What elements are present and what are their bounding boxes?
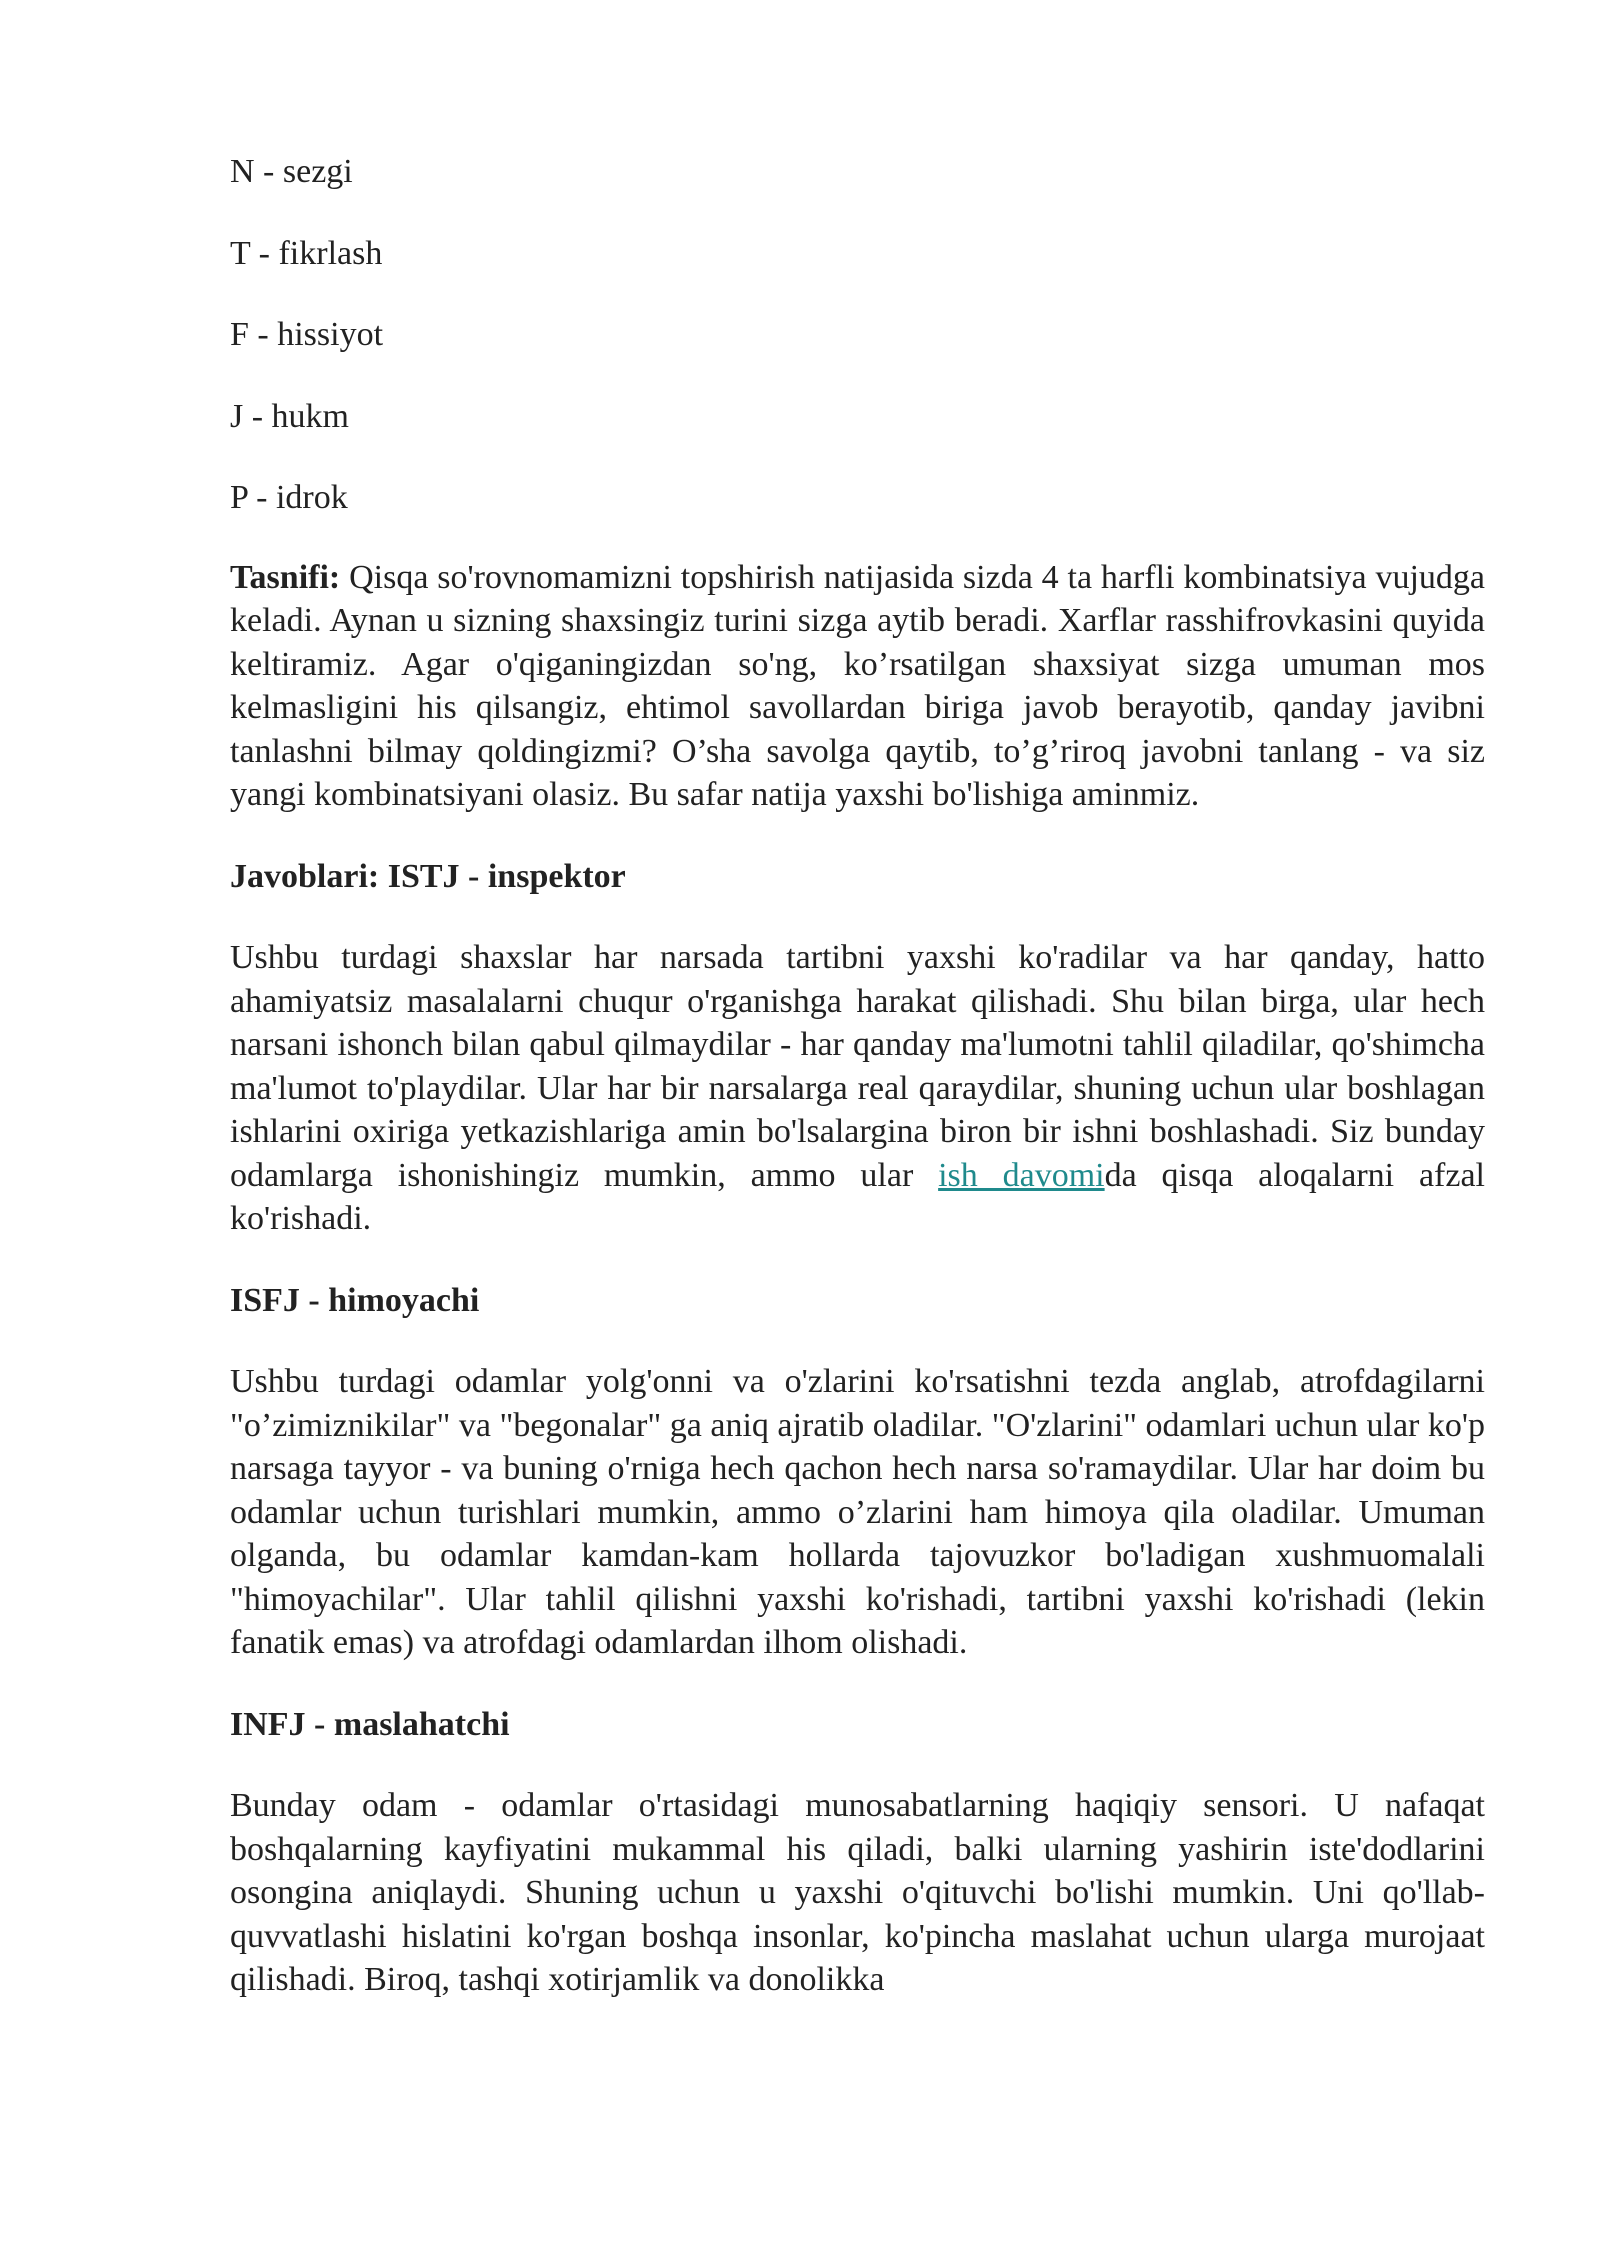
legend-item-p: P - idrok — [230, 479, 348, 516]
intro-label: Tasnifi: — [230, 558, 341, 596]
ish-davomi-link[interactable]: ish davomi — [938, 1156, 1105, 1194]
legend-item-f: F - hissiyot — [230, 316, 384, 353]
istj-text-before-link: Ushbu turdagi shaxslar har narsada tartibni yaxshi ko'radilar va har qanday, hatto ahamiyatsiz masalalarni chuqur o'rganishga harakat qilishadi. Shu bilan birga, ular hech narsani ishonch bilan qabul qilmaydilar - har qanday ma'lumotni tahlil qiladilar, qo'shimcha ma'lumot to'playdilar. Ular har bir narsalarga real qaraydilar, shuning uchun ular boshlagan ishlarini oxiriga yetkazishlariga amin bo'lsalargina biron bir ishni boshlashadi. Siz bunday odamlarga ishonishingiz mumkin, ammo ular — [230, 939, 1485, 1194]
intro-paragraph — [230, 556, 1485, 817]
istj-paragraph — [230, 936, 1485, 1241]
isfj-heading: ISFJ - himoyachi — [230, 1281, 480, 1319]
intro-text: Qisqa so'rovnomamizni topshirish natijasida sizda 4 ta harfli kombinatsiya vujudga keladi. Aynan u sizning shaxsingiz turini sizga aytib beradi. Xarflar rasshifrovkasini quyida keltiramiz. Agar o'qiganingizdan so'ng, ko’rsatilgan shaxsiyat sizga umuman mos kelmasligini his qilsangiz, ehtimol savollardan biriga javob berayotib, qanday javibni tanlashni bilmay qoldingizmi? O’sha savolga qaytib, to’g’riroq javobni tanlang - va siz yangi kombinatsiyani olasiz. Bu safar natija yaxshi bo'lishiga aminmiz. — [230, 558, 1485, 813]
infj-paragraph: Bunday odam - odamlar o'rtasidagi munosabatlarning haqiqiy sensori. U nafaqat boshqalarning kayfiyatini mukammal his qiladi, balki ularning yashirin iste'dodlarini osongina aniqlaydi. Shuning uchun u yaxshi o'qituvchi bo'lishi mumkin. Uni qo'llab-quvvatlashi hislatini ko'rgan boshqa insonlar, ko'pincha maslahat uchun ularga murojaat qilishadi. Biroq, tashqi xotirjamlik va donolikka — [230, 1787, 1485, 1998]
legend-item-n: N - sezgi — [230, 153, 353, 190]
legend-item-j: J - hukm — [230, 397, 349, 435]
infj-heading: INFJ - maslahatchi — [230, 1705, 510, 1743]
istj-text-after-link: da qisqa aloqalarni afzal ko'rishadi. — [230, 1156, 1485, 1237]
istj-heading: Javoblari: ISTJ - inspektor — [230, 857, 626, 895]
isfj-paragraph: Ushbu turdagi odamlar yolg'onni va o'zlarini ko'rsatishni tezda anglab, atrofdagilarni "o’zimiznikilar" va "begonalar" ga aniq ajratib oladilar. "O'zlarini" odamlari uchun ular ko'p narsaga tayyor - va buning o'rniga hech qachon hech narsa so'ramaydilar. Ular har doim bu odamlar uchun turishlari mumkin, ammo o’zlarini ham himoya qila oladilar. Umuman olganda, bu odamlar kamdan-kam hollarda tajovuzkor bo'ladigan xushmuomalali "himoyachilar". Ular tahlil qilishni yaxshi ko'rishadi, tartibni yaxshi ko'rishadi (lekin fanatik emas) va atrofdagi odamlardan ilhom olishadi. — [230, 1363, 1485, 1661]
legend-item-t: T - fikrlash — [230, 234, 383, 272]
